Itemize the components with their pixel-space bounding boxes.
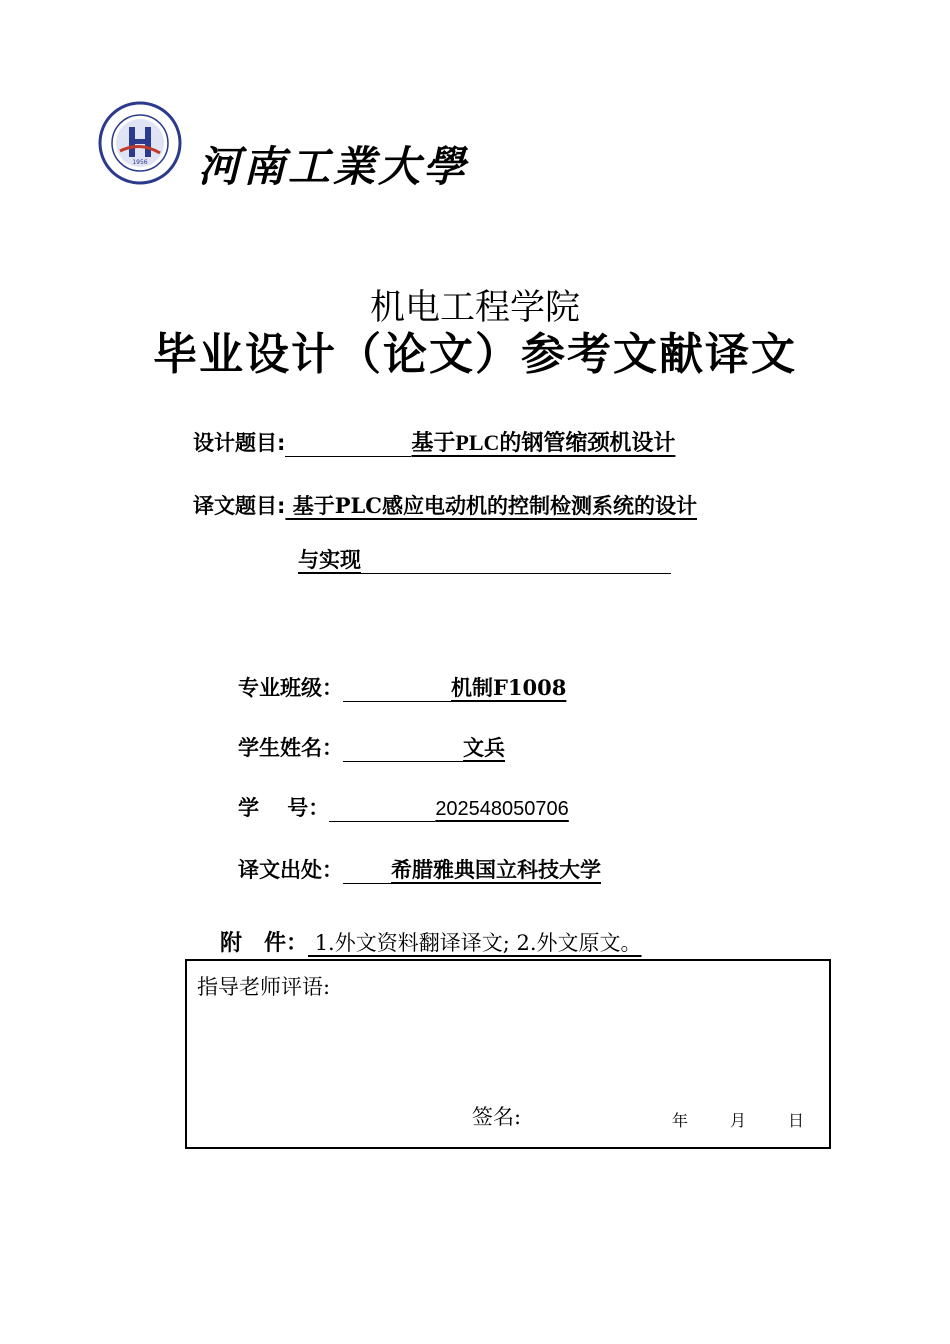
translation-topic-row [193, 490, 697, 520]
attachment-row [220, 926, 642, 957]
major-blank [343, 679, 451, 702]
student-name-label: 学生姓名： [238, 736, 343, 760]
school-name: 机电工程学院 [369, 288, 580, 328]
attachment-value: 1.外文资料翻译译文; 2.外文原文。 [308, 931, 642, 955]
design-topic-row [193, 426, 675, 457]
source-value: 希腊雅典国立科技大学 [391, 857, 601, 882]
design-topic-value: 基于PLC的钢管缩颈机设计 [411, 430, 676, 455]
date-month-label: 月 [730, 1111, 747, 1130]
student-id-blank [329, 799, 435, 822]
document-title: 毕业设计（论文）参考文献译文 [153, 329, 797, 380]
design-topic-label: 设计题目: [193, 431, 286, 455]
translation-topic-value-line1: 基于PLC感应电动机的控制检测系统的设计 [285, 493, 697, 518]
date-year-label: 年 [672, 1111, 689, 1130]
signature-label: 签名: [472, 1105, 522, 1129]
translation-topic-blank [361, 549, 671, 574]
university-seal-icon [98, 101, 182, 185]
advisor-comment-box [185, 959, 831, 1149]
advisor-comment-label: 指导老师评语: [197, 975, 331, 999]
student-name-blank [343, 739, 463, 762]
seal-year: 1956 [132, 159, 148, 166]
source-label: 译文出处： [238, 858, 343, 882]
major-row [238, 672, 566, 702]
attachment-label: 附 件： [220, 931, 309, 956]
student-id-label: 学 号： [238, 796, 330, 820]
student-name-row [238, 732, 505, 762]
design-topic-blank [285, 434, 411, 457]
translation-topic-value-line2: 与实现 [298, 547, 361, 572]
translation-topic-row2 [298, 544, 671, 574]
source-blank [343, 861, 391, 884]
student-id-row [238, 792, 569, 822]
date-day-label: 日 [788, 1111, 805, 1130]
major-label: 专业班级： [238, 676, 343, 700]
student-id-value: 202548050706 [435, 798, 569, 820]
translation-topic-label: 译文题目: [193, 494, 286, 518]
major-value: 机制F1008 [451, 675, 567, 700]
student-name-value: 文兵 [463, 735, 505, 760]
university-name: 河南工業大學 [198, 142, 469, 191]
source-row [238, 854, 601, 884]
